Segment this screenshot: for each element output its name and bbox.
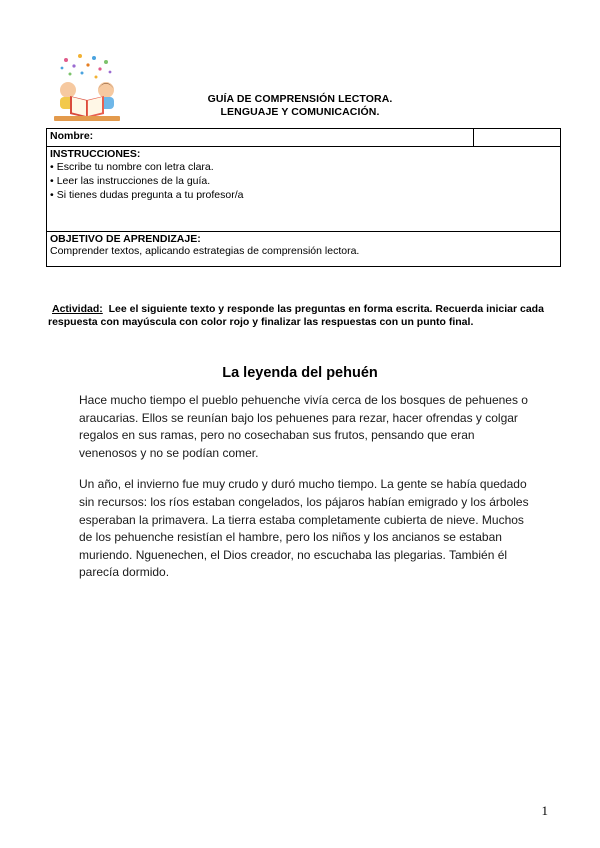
instructions-row (47, 147, 561, 232)
objective-cell (47, 232, 561, 267)
objective-row (47, 232, 561, 267)
name-label: Nombre: (50, 130, 94, 142)
activity-instructions (48, 303, 568, 329)
instruction-item: • Si tienes dudas pregunta a tu profesor/a (50, 188, 557, 202)
story-title: La leyenda del pehuén (222, 365, 378, 381)
instructions-cell (47, 147, 561, 232)
activity-text: Lee el siguiente texto y responde las preguntas en forma escrita. Recuerda iniciar cada respuesta con mayúscula con color rojo y finalizar las respuestas con un punto final. (48, 303, 544, 328)
activity-label: Actividad: (52, 303, 103, 315)
objective-title: OBJETIVO DE APRENDIZAJE: (50, 233, 201, 245)
guide-title-line1: GUÍA DE COMPRENSIÓN LECTORA. (207, 93, 393, 105)
name-blank-cell[interactable] (474, 129, 561, 147)
instruction-item: • Escribe tu nombre con letra clara. (50, 160, 557, 174)
student-info-table (46, 128, 561, 267)
story-paragraph: Un año, el invierno fue muy crudo y duró mucho tiempo. La gente se había quedado sin recursos: los ríos estaban congelados, los pájaros habían emigrado y los árboles esperaban la primavera. La tierra estaba completamente cubierta de nieve. Muchos de los pehuenche resistían el hambre, pero los niños y los ancianos se estaban muriendo. Nguenechen, el Dios creador, no escuchaba las plegarias. También él parecía dormido. (79, 477, 529, 580)
guide-title-line2: LENGUAJE Y COMUNICACIÓN. (220, 106, 380, 118)
story-paragraph: Hace mucho tiempo el pueblo pehuenche vivía cerca de los bosques de pehuenes o araucarias. Ellos se reunían bajo los pehuenes para rezar, hacer ofrendas y colgar regalos en sus ramas, pero no cosechaban sus frutos, pensando que eran venenosos y no se podían comer. (79, 393, 528, 460)
guide-title (0, 93, 600, 119)
instructions-list (50, 160, 557, 202)
instructions-title: INSTRUCCIONES: (50, 148, 141, 160)
objective-text: Comprender textos, aplicando estrategias de comprensión lectora. (50, 245, 360, 257)
page-number: 1 (541, 803, 548, 818)
story-body (79, 392, 529, 596)
instruction-item: • Leer las instrucciones de la guía. (50, 174, 557, 188)
name-row (47, 129, 561, 147)
name-label-cell (47, 129, 474, 147)
